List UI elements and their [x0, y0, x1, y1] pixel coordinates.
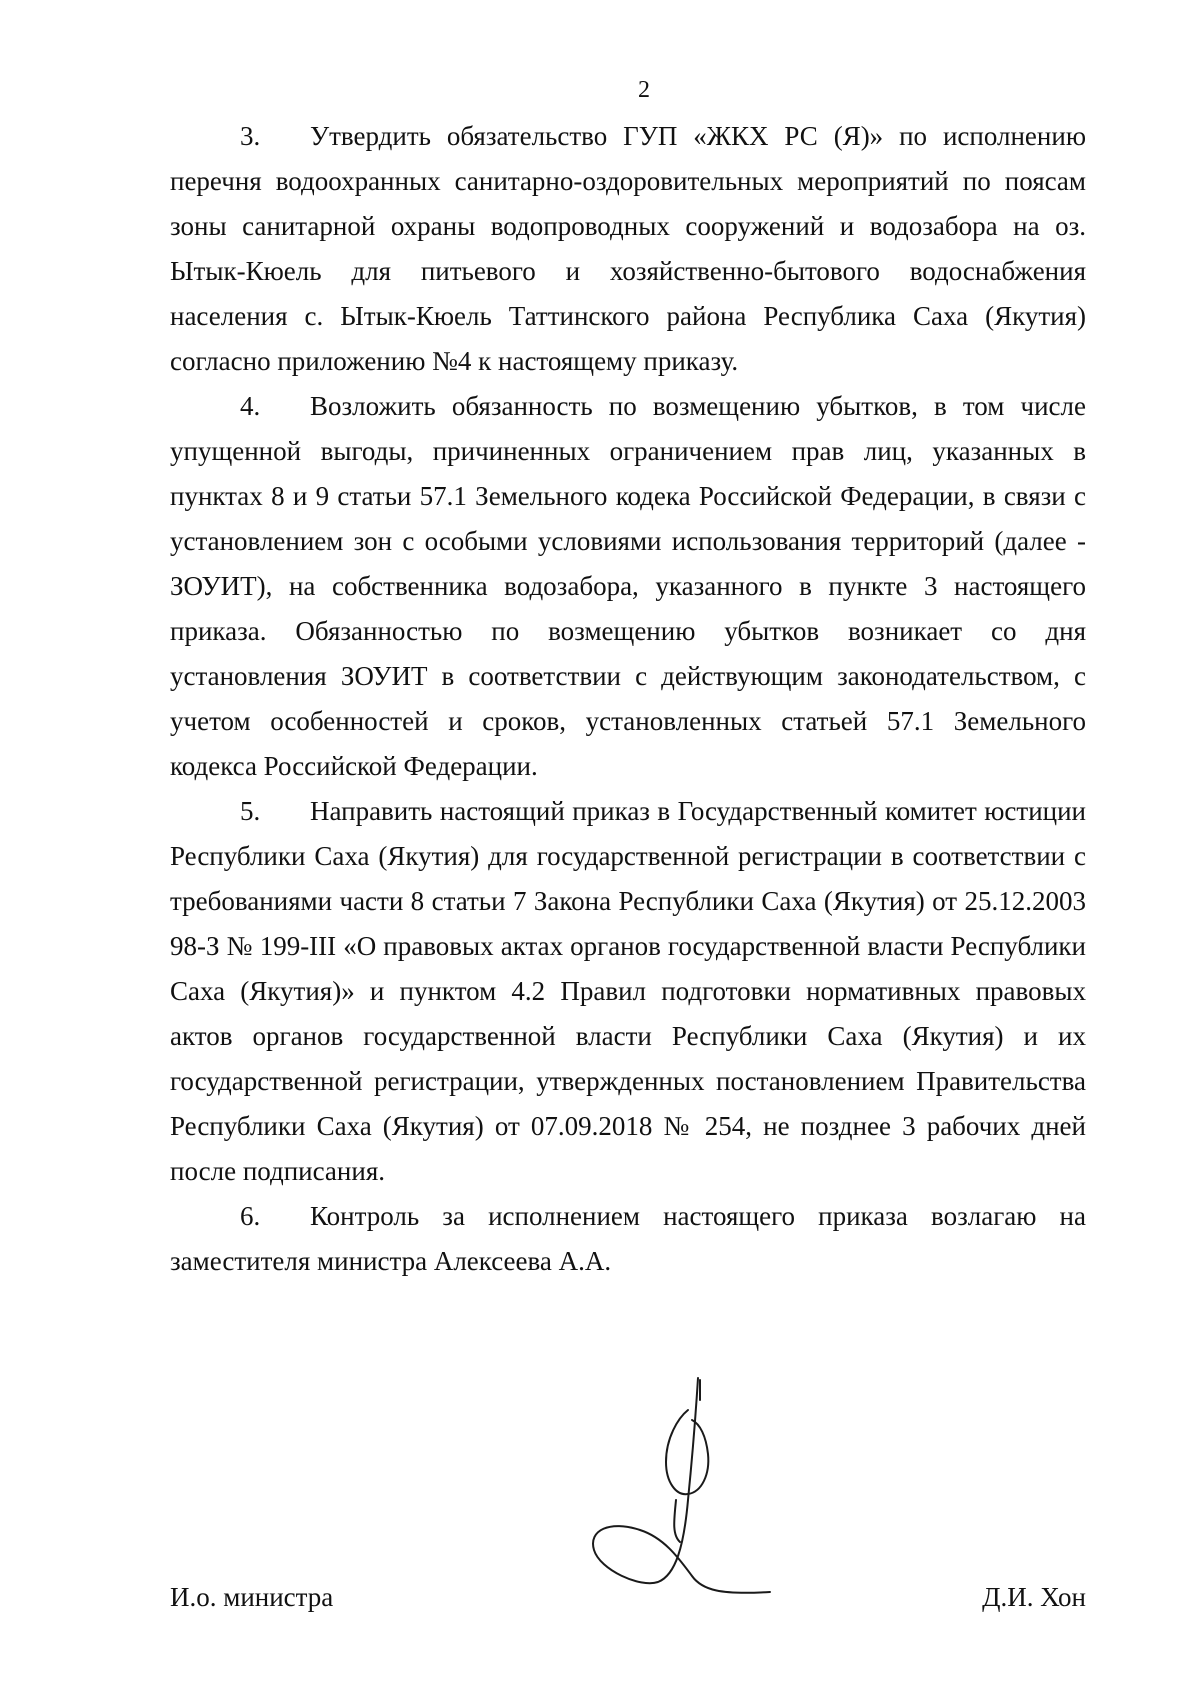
paragraph-5: [170, 789, 1086, 1194]
handwritten-signature: [580, 1370, 780, 1620]
page-number: 2: [638, 77, 650, 103]
paragraph-4: [170, 384, 1086, 789]
paragraph-6: [170, 1194, 1086, 1284]
paragraph-3: [170, 114, 1086, 384]
signer-name: Д.И. Хон: [982, 1582, 1086, 1612]
signer-title: И.о. министра: [170, 1582, 334, 1612]
paragraph-text: Направить настоящий приказ в Государственный комитет юстиции Республики Саха (Якутия) для государственной регистрации в соответствии с требованиями части 8 статьи 7 Закона Республики Саха (Якутия) от 25.12.2003 98-З № 199-III «О правовых актах органов государственной власти Республики Саха (Якутия)» и пунктом 4.2 Правил подготовки нормативных правовых актов органов государственной власти Республики Саха (Якутия) и их государственной регистрации, утвержденных постановлением Правительства Республики Саха (Якутия) от 07.09.2018 № 254, не позднее 3 рабочих дней после подписания.: [170, 796, 1086, 1186]
signature-block: [170, 1370, 1086, 1670]
paragraph-number: 5.: [240, 796, 261, 826]
paragraph-number: 6.: [240, 1201, 261, 1231]
paragraph-number: 4.: [240, 391, 261, 421]
paragraph-text: Контроль за исполнением настоящего приказа возлагаю на заместителя министра Алексеева А.А.: [170, 1201, 1086, 1276]
paragraph-number: 3.: [240, 121, 261, 151]
paragraph-text: Возложить обязанность по возмещению убытков, в том числе упущенной выгоды, причиненных ограничением прав лиц, указанных в пунктах 8 и 9 статьи 57.1 Земельного кодека Российской Федерации, в связи с установлением зон с особыми условиями использования территорий (далее - ЗОУИТ), на собственника водозабора, указанного в пункте 3 настоящего приказа. Обязанностью по возмещению убытков возникает со дня установления ЗОУИТ в соответствии с действующим законодательством, с учетом особенностей и сроков, установленных статьей 57.1 Земельного кодекса Российской Федерации.: [170, 391, 1086, 781]
paragraph-text: Утвердить обязательство ГУП «ЖКХ РС (Я)» по исполнению перечня водоохранных санитарно-оздоровительных мероприятий по поясам зоны санитарной охраны водопроводных сооружений и водозабора на оз. Ытык-Кюель для питьевого и хозяйственно-бытового водоснабжения населения с. Ытык-Кюель Таттинского района Республика Саха (Якутия) согласно приложению №4 к настоящему приказу.: [170, 121, 1086, 376]
document-body: [170, 114, 1086, 1284]
